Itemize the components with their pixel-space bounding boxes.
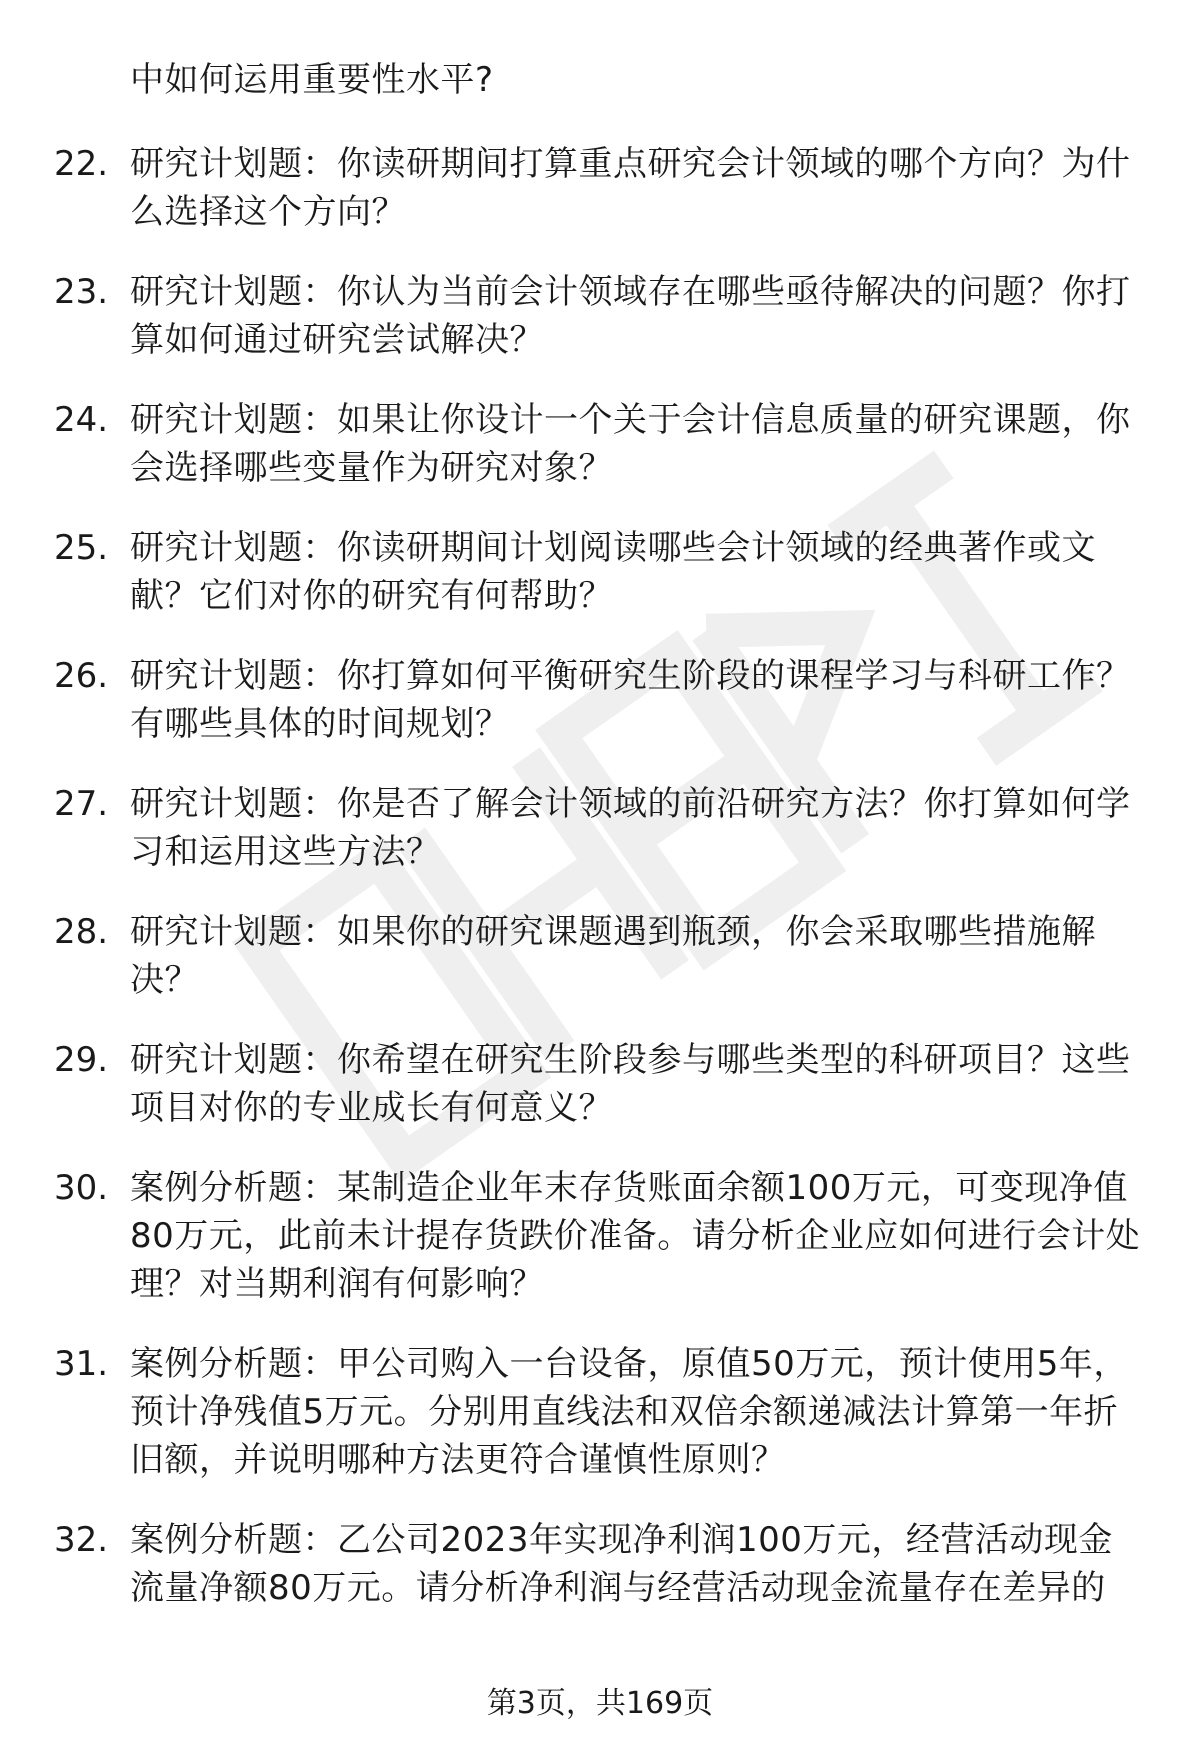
question-text: 案例分析题：乙公司2023年实现净利润100万元，经营活动现金流量净额80万元。请分析净利润与经营活动现金流量存在差异的 [130,1520,1113,1608]
question-number: 27. [54,784,109,824]
question-text: 研究计划题：如果你的研究课题遇到瓶颈，你会采取哪些措施解决？ [130,912,1096,1000]
list-item [54,1516,1144,1612]
question-number: 28. [54,912,109,952]
list-item [54,396,1144,492]
list-item [54,140,1144,236]
list-item [54,1340,1144,1484]
question-number: 29. [54,1040,109,1080]
question-text: 研究计划题：你认为当前会计领域存在哪些亟待解决的问题？你打算如何通过研究尝试解决？ [130,272,1131,360]
question-number: 24. [54,400,109,440]
question-text: 研究计划题：你打算如何平衡研究生阶段的课程学习与科研工作？有哪些具体的时间规划？ [130,656,1131,744]
question-text: 研究计划题：如果让你设计一个关于会计信息质量的研究课题，你会选择哪些变量作为研究对象？ [130,400,1131,488]
question-text: 研究计划题：你读研期间打算重点研究会计领域的哪个方向？为什么选择这个方向？ [130,144,1131,232]
question-number: 23. [54,272,109,312]
question-text: 案例分析题：某制造企业年末存货账面余额100万元，可变现净值80万元，此前未计提存货跌价准备。请分析企业应如何进行会计处理？对当期利润有何影响？ [130,1168,1141,1304]
question-number: 25. [54,528,109,568]
question-text: 案例分析题：甲公司购入一台设备，原值50万元，预计使用5年，预计净残值5万元。分别用直线法和双倍余额递减法计算第一年折旧额，并说明哪种方法更符合谨慎性原则？ [130,1344,1128,1480]
list-item [54,1164,1144,1308]
continued-question-text: 中如何运用重要性水平? [130,60,494,100]
question-text: 研究计划题：你希望在研究生阶段参与哪些类型的科研项目？这些项目对你的专业成长有何意义？ [130,1040,1131,1128]
list-item [54,268,1144,364]
page-footer: 第3页，共169页 [486,1686,714,1721]
question-number: 31. [54,1344,109,1384]
question-text: 研究计划题：你是否了解会计领域的前沿研究方法？你打算如何学习和运用这些方法？ [130,784,1131,872]
list-item [54,1036,1144,1132]
question-number: 32. [54,1520,109,1560]
question-number: 26. [54,656,109,696]
question-number: 22. [54,144,109,184]
list-item [54,652,1144,748]
question-text: 研究计划题：你读研期间计划阅读哪些会计领域的经典著作或文献？它们对你的研究有何帮助？ [130,528,1096,616]
list-item [54,780,1144,876]
question-list [54,140,1144,1644]
list-item [54,524,1144,620]
list-item [54,908,1144,1004]
question-number: 30. [54,1168,109,1208]
